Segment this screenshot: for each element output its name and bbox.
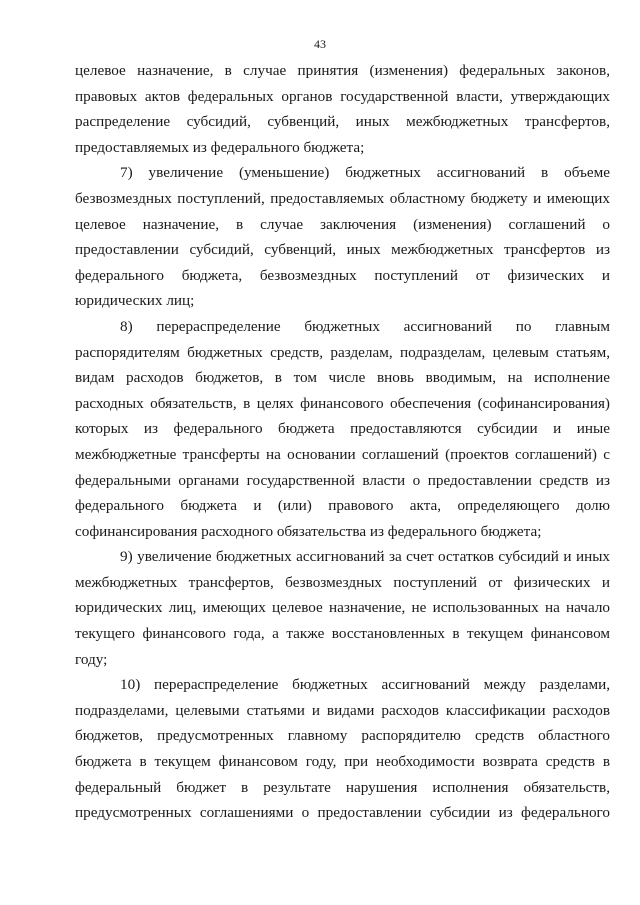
paragraph-item-10: 10) перераспределение бюджетных ассигнований между разделами, подразделами, целевыми статьями и видами расходов классификации расходов бюджетов, предусмотренных главному распорядителю средств областного бюджета в текущем финансовом году, при необходимости возврата средств в федеральный бюджет в результате нарушения исполнения обязательств, предусмотренных соглашениями о предоставлении субсидии из федерального xyxy=(75,676,610,822)
paragraph-item-9: 9) увеличение бюджетных ассигнований за счет остатков субсидий и иных межбюджетных трансфертов, безвозмездных поступлений от физических и юридических лиц, имеющих целевое назначение, не использованных на начало текущего финансового года, а также восстановленных в текущем финансовом году; xyxy=(75,548,610,668)
paragraph-continuation: целевое назначение, в случае принятия (изменения) федеральных законов, правовых актов федеральных органов государственной власти, утверждающих распределение субсидий, субвенций, иных межбюджетных трансфертов, предоставляемых из федерального бюджета; xyxy=(75,62,610,156)
document-body xyxy=(75,58,610,826)
paragraph-item-7: 7) увеличение (уменьшение) бюджетных ассигнований в объеме безвозмездных поступлений, предоставляемых областному бюджету и имеющих целевое назначение, в случае заключения (изменения) соглашений о предоставлении субсидий, субвенций, иных межбюджетных трансфертов из федерального бюджета, безвозмездных поступлений от физических и юридических лиц; xyxy=(75,164,610,310)
page-number: 43 xyxy=(314,37,326,51)
paragraph-item-8: 8) перераспределение бюджетных ассигнований по главным распорядителям бюджетных средств, разделам, подразделам, целевым статьям, видам расходов бюджетов, в том числе вновь вводимым, на исполнение расходных обязательств, в целях финансового обеспечения (софинансирования) которых из федерального бюджета предоставляются субсидии и иные межбюджетные трансферты на основании соглашений (проектов соглашений) с федеральными органами государственной власти о предоставлении средств из федерального бюджета и (или) правового акта, определяющего долю софинансирования расходного обязательства из федерального бюджета; xyxy=(75,317,610,540)
